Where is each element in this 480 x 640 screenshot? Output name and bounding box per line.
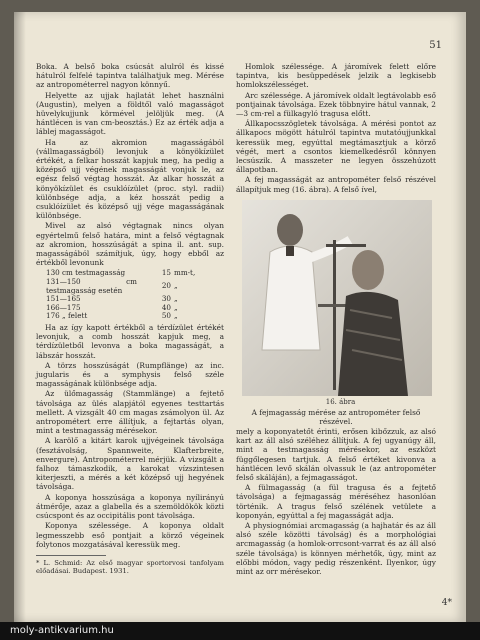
paragraph: Mivel az alsó végtagnak nincs olyan egyértelmű felső határa, mint a felső végtagnak az akromion, hosszúságát a spina il. ant. sup. magasságából számítjuk, úgy, hogy ebből az értékből levonunk — [36, 221, 224, 268]
paragraph: Boka. A belső boka csúcsát alulról és kissé hátulról felfelé tapintva találhatjuk meg. Mérése az antropométerrel nagyon könnyű. — [36, 62, 224, 90]
paragraph: A fej magasságát az antropométer felső részével állapítjuk meg (16. ábra). A felső ível, — [236, 175, 436, 194]
signature-mark: 4* — [441, 598, 452, 608]
height-deduction-table — [46, 269, 206, 321]
table-cell-unit: „ — [174, 311, 178, 321]
site-watermark: moly-antikvarium.hu — [0, 622, 480, 640]
book-page — [14, 12, 466, 622]
right-column — [236, 62, 436, 577]
photo-illustration — [242, 200, 432, 396]
table-cell-range: 130 cm testmagasság — [46, 268, 126, 278]
table-cell-value: 20 — [161, 281, 171, 291]
paragraph: Helyette az ujjak hajlatát lehet használni (Augustin), melyen a földtől való magasságot hüvelykujjunk körmével jelöljük meg. (A hántlécen is van cm-beosztás.) Ez az érték adja a láblej magasságot. — [36, 90, 224, 137]
table-cell-unit: „ — [174, 294, 178, 304]
paragraph: A physiognómiai arcmagasság (a hajhatár és az áll alsó széle közötti távolság) és a morphológiai arcmagasság (a homlok-orrcsont-varrat és az áll alsó széle távolsága) is könnyen mérhetők, úgy, mint az előbbi módon, vagy pedig részenként. Ilyenkor, úgy mint az orr mérésekor. — [236, 521, 436, 577]
paragraph: A fülmagasság (a fül tragusa és a fejtető távolsága) a fejmagasság méréséhez hasonlóan történik. A tragus felső szélének vetülete a koponyán, egyúttal a fej magasságát adja. — [236, 483, 436, 520]
paragraph: A törzs hosszúságát (Rumpflänge) az inc. jugularis és a symphysis felső széle magasságának különbsége adja. — [36, 360, 224, 389]
paragraph: Ha az így kapott értékből a térdízület értékét levonjuk, a comb hosszát kapjuk meg, a térdízületből levonva a boka magasságát, a lábszár hosszát. — [36, 323, 224, 360]
footnote: * L. Schmid: Az első magyar sportorvosi tanfolyam előadásai. Budapest. 1931. — [36, 558, 224, 576]
paragraph: Állkapocsszögletek távolsága. A mérési pontot az állkapocs mögött hátulról tapintva mutatóujjunkkal keressük meg, egyúttal megtámasztjuk a körző végét, mert a csontos kiemelkedésről könnyen lecsúszik. A masszeter ne legyen összehúzott állapotban. — [236, 119, 436, 175]
paragraph: Arc szélessége. A járomívek oldalt legtávolabb eső pontjainak távolsága. Ezek többnyire hátul vannak, 2—3 cm-rel a fülkagyló tragusa előtt. — [236, 90, 436, 119]
table-cell-range: 131—150 cm testmagasság esetén — [46, 277, 137, 295]
paragraph: A koponya hosszúsága a koponya nyílirányú átmérője, azaz a glabella és a szemöldökök közti csúcspont és az occipitális pont távolsága. — [36, 492, 224, 521]
table-cell-value: 50 — [161, 311, 171, 321]
figure-caption: A fejmagasság mérése az antropométer felső részével. — [251, 408, 421, 427]
paragraph: Az ülőmagasság (Stammlänge) a fejtető távolsága az ülés alapjától egyenes testtartás mellett. A vizsgált 40 cm magas zsámolyon ül. Az antropométert erre állítjuk, a fejtartás olyan, mint a testmagasság mérésekor. — [36, 389, 224, 436]
paragraph: Koponya szélessége. A koponya oldalt legmesszebb eső pontjait a körző végeinek folytonos mozgatásával keressük meg. — [36, 521, 224, 549]
page-spine-shadow — [14, 12, 26, 622]
paragraph: Homlok szélessége. A járomívek felett előre tapintva, kis besüppedések jelzik a legkisebb homlokszélességet. — [236, 62, 436, 90]
table-cell-unit: „ — [174, 302, 178, 312]
figure-photo — [242, 200, 432, 396]
table-cell-unit: „ — [174, 281, 178, 291]
figure-number: 16. ábra — [325, 397, 356, 406]
table-row — [46, 312, 206, 321]
table-cell-value: 30 — [161, 294, 171, 304]
paragraph: A karölő a kitárt karok ujjvégeinek távolsága (fesztávolság, Spannweite, Klafterbreite, envergure). Antropométerrel mérjük. A vizsgált a falhoz támaszkodik, a karokat vízszintesen kiterjeszti, a mérés a két középső ujj hegyének távolsága. — [36, 436, 224, 492]
table-row — [46, 278, 206, 295]
table-cell-value: 40 — [161, 302, 171, 312]
table-cell-value: 15 — [161, 268, 171, 278]
page-number: 51 — [429, 40, 442, 51]
left-column — [36, 62, 224, 577]
table-cell-range: 176 „ felett — [46, 311, 88, 321]
table-cell-range: 166—175 — [46, 302, 81, 312]
paragraph: Ha az akromion magasságából (vállmagasságból) levonjuk a könyökízület értékét, a felkar hosszát kapjuk meg, ha pedig a középső ujj végének magasságát vonjuk le, az egész felső végtag hosszát. Az alkar hosszát a könyökízület és csuklóízület (proc. styl. radii) különbsége adja, a kéz hosszát pedig a csuklóízület és középső ujj vége magasságának különbsége. — [36, 137, 224, 221]
footnote-divider — [36, 555, 106, 556]
table-cell-range: 151—165 — [46, 294, 81, 304]
paragraph: mely a koponyatetőt érinti, erősen kibőzzuk, az alsó kart az áll alsó széléhez állítjuk. A fej ugyanúgy áll, mint a testmagasság mérésekor, az eszközt függőlegesen tartjuk. A felső értéket kivonva a hántlécen levő skálán olvassuk le (az antropométer felső skáláján), a fejmagasságot. — [236, 427, 436, 483]
table-cell-unit: mm-t, — [174, 268, 196, 278]
